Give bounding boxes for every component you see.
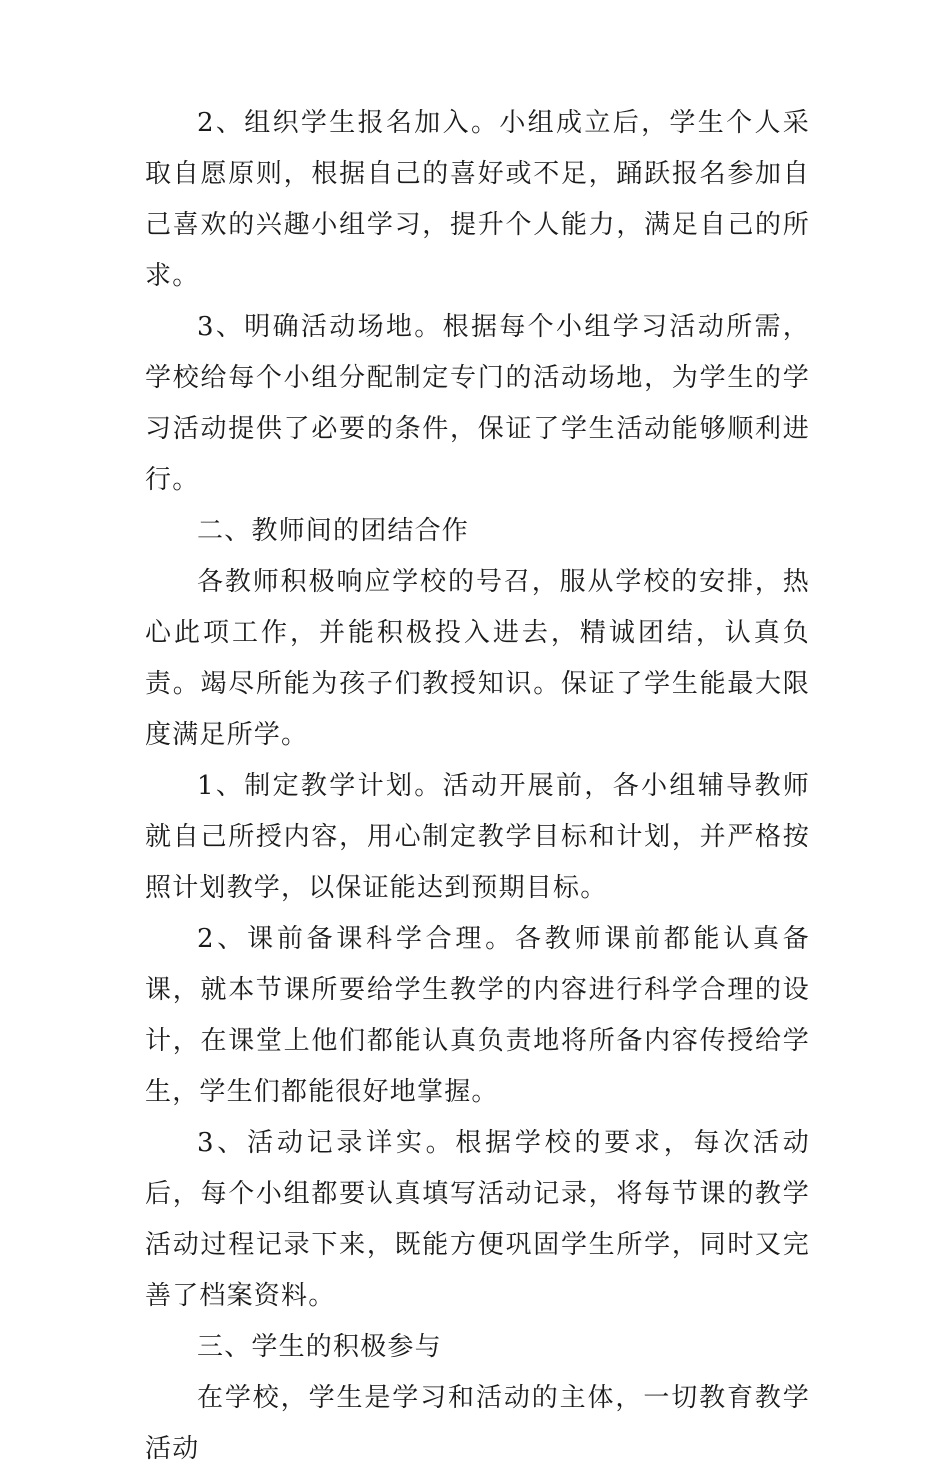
paragraph-venue: 3、明确活动场地。根据每个小组学习活动所需，学校给每个小组分配制定专门的活动场地，为学生的学习活动提供了必要的条件，保证了学生活动能够顺利进行。 — [145, 312, 810, 495]
section-heading-student-participation: 三、学生的积极参与 — [197, 1332, 442, 1362]
paragraph-activity-records: 3、活动记录详实。根据学校的要求，每次活动后，每个小组都要认真填写活动记录，将每节课的教学活动过程记录下来，既能方便巩固学生所学，同时又完善了档案资料。 — [145, 1128, 810, 1311]
paragraph-registration: 2、组织学生报名加入。小组成立后，学生个人采取自愿原则，根据自己的喜好或不足，踊跃报名参加自己喜欢的兴趣小组学习，提升个人能力，满足自己的所求。 — [145, 108, 810, 291]
paragraph-lesson-preparation: 2、课前备课科学合理。各教师课前都能认真备课，就本节课所要给学生教学的内容进行科学合理的设计，在课堂上他们都能认真负责地将所备内容传授给学生，学生们都能很好地掌握。 — [145, 924, 810, 1107]
paragraph-teacher-response: 各教师积极响应学校的号召，服从学校的安排，热心此项工作，并能积极投入进去，精诚团结，认真负责。竭尽所能为孩子们教授知识。保证了学生能最大限度满足所学。 — [145, 567, 810, 750]
section-heading-teacher-cooperation: 二、教师间的团结合作 — [197, 516, 470, 546]
paragraph-student-subject: 在学校，学生是学习和活动的主体，一切教育教学活动 — [145, 1383, 810, 1464]
paragraph-teaching-plan: 1、制定教学计划。活动开展前，各小组辅导教师就自己所授内容，用心制定教学目标和计划，并严格按照计划教学，以保证能达到预期目标。 — [145, 771, 810, 903]
document-body — [145, 98, 810, 1475]
